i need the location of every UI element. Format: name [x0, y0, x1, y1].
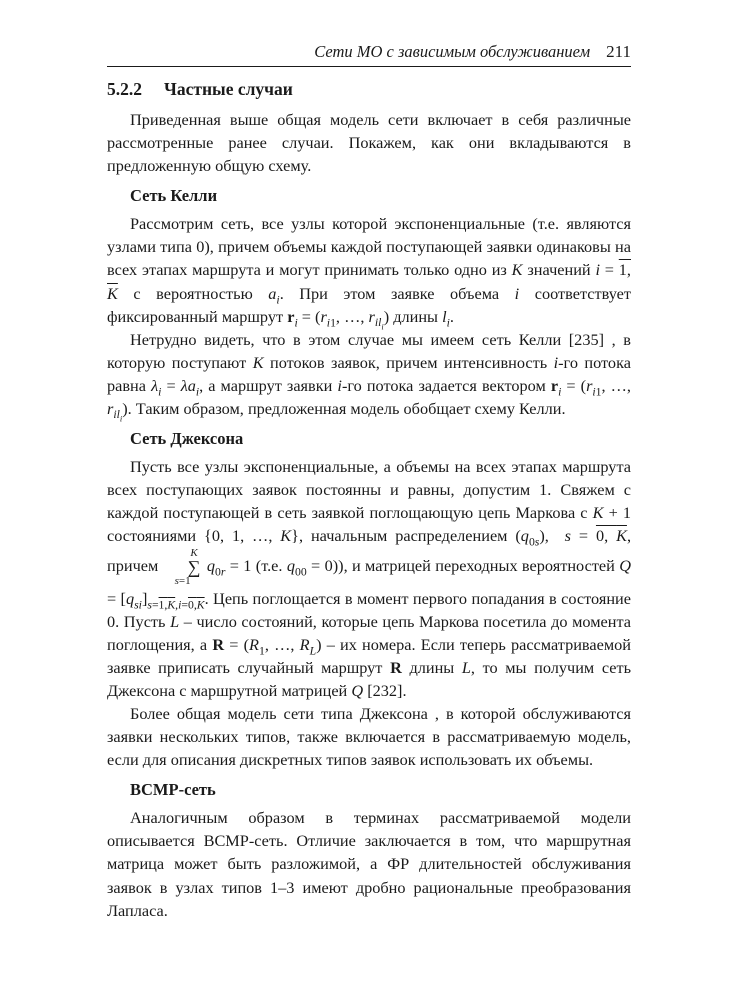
- jackson-paragraph-2: Более общая модель сети типа Джексона , в которой обслуживаются заявки нескольких типов, также включается в рассматриваемую модель, если для описания дискретных типов заявок использовать их объемы.: [107, 703, 631, 770]
- bcmp-heading: BCMP-сеть: [130, 780, 216, 800]
- section-number: 5.2.2: [107, 79, 142, 99]
- jackson-heading: Сеть Джексона: [130, 429, 244, 449]
- bcmp-paragraph: Аналогичным образом в терминах рассматриваемой модели описывается BCMP-сеть. Отличие заключается в том, что маршрутная матрица может быть разложимой, а ФР длительностей обслуживания заявок в узлах типов 1–3 имеют дробно рациональные преобразования Лапласа.: [107, 808, 631, 920]
- kelly-heading: Сеть Келли: [130, 186, 218, 206]
- page-body: [107, 76, 631, 922]
- kelly-paragraph-2: Нетрудно видеть, что в этом случае мы имеем сеть Келли [235] , в которую поступают K потоков заявок, причем интенсивность i-го потока равна $\lambda_i = \lambda a_i$, а маршрут заявки i-го потока задается вектором $r_i = (r_{i1}$, …, $r_{il_i}$). Таким образом, предложенная модель обобщает схему Келли.: [107, 329, 632, 424]
- kelly-paragraph-1: Рассмотрим сеть, все узлы которой экспоненциальные (т.е. являются узлами типа 0), причем объемы каждой поступающей заявки одинаковы на всех этапах маршрута и могут принимать только одно из K значений i = 1, K с вероятностью $a_i$. При этом заявке объема i соответствует фиксированный маршрут $r_i = (r_{i1}$, …, $r_{il_i}$) длины $l_i$.: [107, 214, 631, 332]
- header-rule: [107, 66, 631, 67]
- section-heading: [107, 76, 631, 102]
- running-head-title: Сети МО с зависимым обслуживанием: [314, 42, 591, 61]
- summation-symbol: K ∑ s=1: [174, 546, 201, 587]
- running-head: [107, 42, 631, 64]
- jackson-paragraph-1: Пусть все узлы экспоненциальные, а объемы на всех этапах маршрута всех поступающих заявок постоянны и равны, допустим 1. Свяжем с каждой поступающей в сеть заявкой поглощающую цепь Маркова с K + 1 состояниями {0, 1, …, K}, начальным распределением $(q_{0s})$, s = 0, K, причем K ∑ s=1 $q_{0r} = 1$ (т.е. $q_{00} = 0$)), и матрицей переходных вероятностей $Q = [q_{si}]_{s=1,K,i=0,K}$. Цепь поглощается в момент первого попадания в состояние 0. Пусть L – число состояний, которые цепь Маркова посетила до момента поглощения, а $R = (R_1$, …, $R_L$) – их номера. Если теперь рассматриваемой заявке приписать случайный маршрут R длины L, то мы получим сеть Джексона с маршрутной матрицей Q [232].: [107, 457, 632, 700]
- page-number: 211: [606, 42, 631, 61]
- section-title: Частные случаи: [164, 79, 293, 99]
- intro-paragraph: Приведенная выше общая модель сети включает в себя различные рассмотренные ранее случаи. Покажем, как они вкладываются в предложенную общую схему.: [107, 110, 631, 176]
